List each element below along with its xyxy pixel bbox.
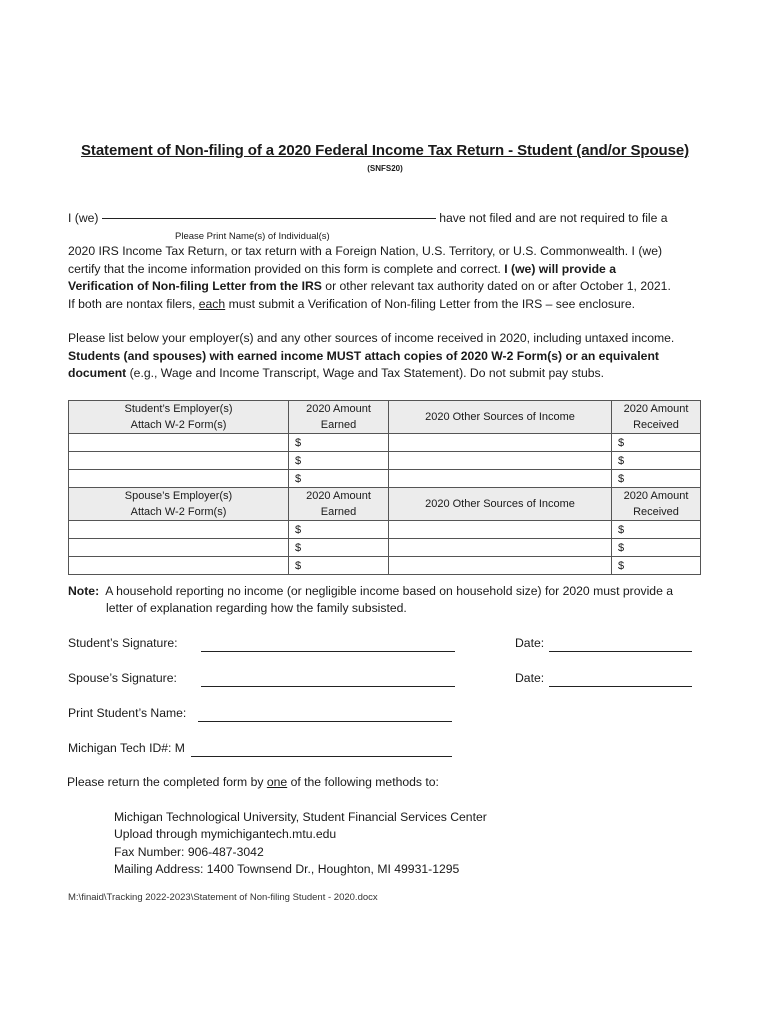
name-blank-line[interactable] (102, 218, 436, 219)
return-instructions-b: of the following methods to: (287, 775, 439, 789)
student-row (69, 434, 701, 452)
certify-line-5-ul: each (198, 297, 226, 311)
certify-line-5 (68, 296, 635, 314)
note-text-1: A household reporting no income (or negligible income based on household size) for 2020 must provide a (105, 584, 674, 598)
note-line-2: letter of explanation regarding how the family subsisted. (106, 601, 407, 615)
other-source-cell[interactable] (389, 434, 612, 452)
certify-line-4-bold: Verification of Non-filing Letter from the IRS (68, 279, 322, 293)
student-employer-header-l2: Attach W-2 Form(s) (130, 419, 227, 431)
amount-received-cell[interactable]: $ (612, 452, 701, 470)
certify-line-1-end: have not filed and are not required to file a (435, 211, 668, 225)
student-employer-header (69, 401, 289, 434)
employer-cell[interactable] (69, 521, 289, 539)
income-line-3-bold: document (68, 366, 127, 380)
form-title: Statement of Non-filing of a 2020 Federal Income Tax Return - Student (and/or Spouse) (81, 142, 689, 159)
income-line-3 (68, 365, 604, 383)
income-table (68, 400, 701, 575)
income-line-2-bold: Students (and spouses) with earned income MUST attach copies of 2020 W-2 Form(s) or an equivalent (68, 349, 659, 363)
tech-id-label: Michigan Tech ID#: M (68, 741, 185, 755)
spouse-signature-label: Spouse’s Signature: (68, 671, 177, 685)
student-earned-header (289, 401, 389, 434)
spouse-row (69, 539, 701, 557)
employer-cell[interactable] (69, 539, 289, 557)
employer-cell[interactable] (69, 434, 289, 452)
amount-received-cell[interactable]: $ (612, 470, 701, 488)
print-student-name-label: Print Student’s Name: (68, 706, 187, 720)
student-signature-line[interactable] (201, 651, 455, 652)
student-date-label: Date: (515, 636, 545, 650)
student-earned-header-l1: 2020 Amount (306, 403, 371, 415)
spouse-received-header (612, 488, 701, 521)
return-instructions (67, 774, 439, 792)
spouse-row (69, 521, 701, 539)
amount-earned-cell[interactable]: $ (289, 452, 389, 470)
spouse-earned-header (289, 488, 389, 521)
spouse-employer-header-l1: Spouse’s Employer(s) (124, 490, 233, 502)
file-path-footer: M:\finaid\Tracking 2022-2023\Statement of Non-filing Student - 2020.docx (68, 892, 378, 903)
certify-line-2: 2020 IRS Income Tax Return, or tax return with a Foreign Nation, U.S. Territory, or U.S. Commonwealth. I (we) (68, 244, 663, 258)
student-received-header (612, 401, 701, 434)
other-source-cell[interactable] (389, 452, 612, 470)
method-office: Michigan Technological University, Student Financial Services Center (114, 810, 487, 824)
amount-earned-cell[interactable]: $ (289, 434, 389, 452)
amount-received-cell[interactable]: $ (612, 557, 701, 575)
spouse-earned-header-l2: Earned (320, 506, 357, 518)
employer-cell[interactable] (69, 452, 289, 470)
amount-earned-cell[interactable]: $ (289, 557, 389, 575)
student-other-sources-header: 2020 Other Sources of Income (389, 401, 612, 434)
spouse-date-label: Date: (515, 671, 545, 685)
spouse-signature-line[interactable] (201, 686, 455, 687)
certify-line-5-b: must submit a Verification of Non-filing Letter from the IRS – see enclosure. (225, 297, 636, 311)
other-source-cell[interactable] (389, 539, 612, 557)
other-source-cell[interactable] (389, 470, 612, 488)
method-upload: Upload through mymichigantech.mtu.edu (114, 827, 337, 841)
certify-line-4 (68, 278, 671, 296)
certify-line-5-a: If both are nontax filers, (68, 297, 199, 311)
amount-received-cell[interactable]: $ (612, 521, 701, 539)
certify-line-4-plain: or other relevant tax authority dated on or after October 1, 2021. (321, 279, 671, 293)
certify-line-3-bold: I (we) will provide a (504, 262, 616, 276)
amount-earned-cell[interactable]: $ (289, 521, 389, 539)
certify-line-1-start: I (we) (68, 211, 102, 225)
spouse-employer-header-l2: Attach W-2 Form(s) (130, 506, 227, 518)
other-source-cell[interactable] (389, 521, 612, 539)
method-mail: Mailing Address: 1400 Townsend Dr., Houghton, MI 49931-1295 (114, 862, 460, 876)
spouse-earned-header-l1: 2020 Amount (306, 490, 371, 502)
return-instructions-a: Please return the completed form by (67, 775, 267, 789)
return-instructions-ul: one (266, 775, 288, 789)
student-received-header-l1: 2020 Amount (623, 403, 689, 415)
student-signature-label: Student’s Signature: (68, 636, 178, 650)
student-header-row (69, 401, 701, 434)
income-line-2 (68, 348, 659, 366)
employer-cell[interactable] (69, 470, 289, 488)
student-date-line[interactable] (549, 651, 692, 652)
certify-line-3-plain: certify that the income information provided on this form is complete and correct. (68, 262, 505, 276)
amount-received-cell[interactable]: $ (612, 434, 701, 452)
student-employer-header-l1: Student’s Employer(s) (124, 403, 233, 415)
tech-id-line[interactable] (191, 756, 452, 757)
certify-line-1 (68, 210, 668, 228)
note-line-1 (68, 583, 673, 601)
student-row (69, 470, 701, 488)
employer-cell[interactable] (69, 557, 289, 575)
spouse-employer-header (69, 488, 289, 521)
spouse-received-header-l1: 2020 Amount (623, 490, 689, 502)
spouse-received-header-l2: Received (633, 506, 679, 518)
certify-line-3 (68, 261, 616, 279)
spouse-other-sources-header: 2020 Other Sources of Income (389, 488, 612, 521)
student-row (69, 452, 701, 470)
method-fax: Fax Number: 906-487-3042 (114, 845, 264, 859)
print-name-caption: Please Print Name(s) of Individual(s) (175, 231, 330, 242)
print-student-name-line[interactable] (198, 721, 452, 722)
income-line-1: Please list below your employer(s) and any other sources of income received in 2020, including untaxed income. (68, 331, 675, 345)
spouse-row (69, 557, 701, 575)
amount-received-cell[interactable]: $ (612, 539, 701, 557)
amount-earned-cell[interactable]: $ (289, 470, 389, 488)
spouse-date-line[interactable] (549, 686, 692, 687)
student-received-header-l2: Received (633, 419, 679, 431)
income-line-3-plain: (e.g., Wage and Income Transcript, Wage and Tax Statement). Do not submit pay stubs. (126, 366, 605, 380)
student-earned-header-l2: Earned (320, 419, 357, 431)
spouse-header-row (69, 488, 701, 521)
amount-earned-cell[interactable]: $ (289, 539, 389, 557)
other-source-cell[interactable] (389, 557, 612, 575)
form-code: (SNFS20) (367, 164, 403, 173)
note-label: Note: (68, 584, 100, 598)
